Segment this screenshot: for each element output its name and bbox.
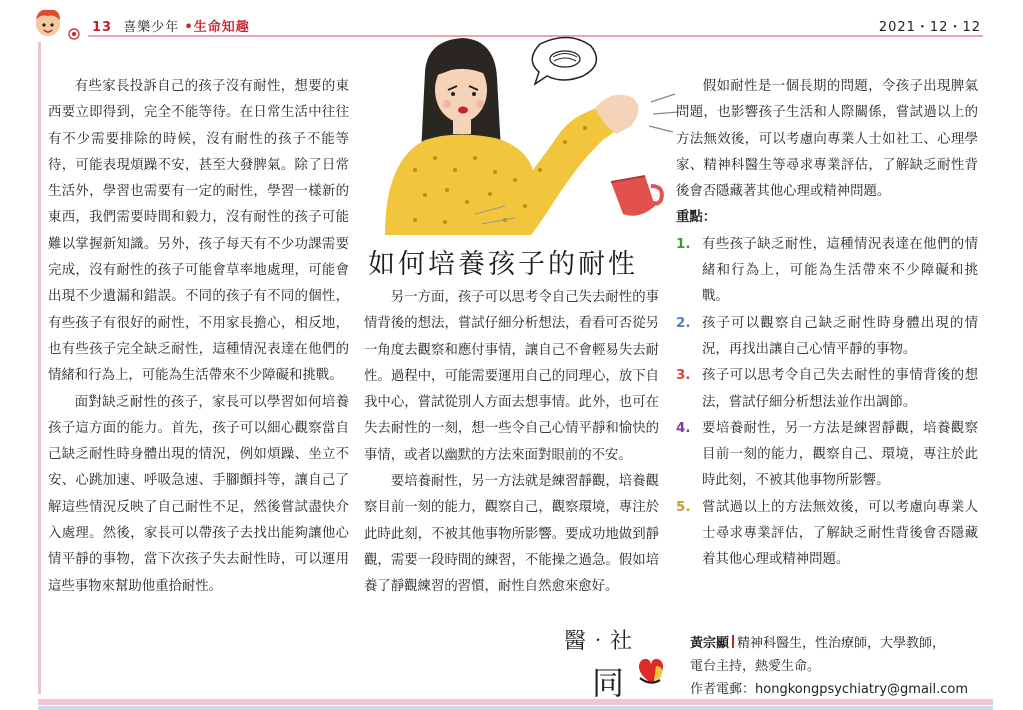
article-title: 如何培養孩子的耐性 bbox=[368, 249, 638, 280]
key-point-number: 5. bbox=[676, 499, 691, 515]
heart-icon bbox=[636, 656, 666, 686]
author-email-link[interactable]: hongkongpsychiatry@gmail.com bbox=[755, 682, 969, 697]
article-column-2 bbox=[364, 285, 659, 601]
logo-word-1: 醫‧社 bbox=[564, 629, 634, 654]
logo-word-2: 同 bbox=[592, 664, 625, 702]
key-point-text: 孩子可以思考令自己失去耐性的事情背後的想法，嘗試仔細分析想法並作出調節。 bbox=[702, 368, 978, 410]
paragraph: 面對缺乏耐性的孩子，家長可以學習如何培養孩子這方面的能力。首先，孩子可以細心觀察當自己缺乏耐性時身體出現的情況，例如煩躁、坐立不安、心跳加速、呼吸急速、手腳顫抖等，讓自己了解這些情況反映了自己耐性不足，然後嘗試盡快介入處理。然後，家長可以帶孩子去找出能夠讓他心情平靜的事物，當下次孩子失去耐性時，可以運用這些事物來幫助他重拾耐性。 bbox=[48, 394, 349, 594]
author-bio-2: 電台主持，熱愛生命。 bbox=[690, 659, 821, 674]
article-column-3 bbox=[676, 74, 978, 574]
key-point bbox=[676, 232, 978, 311]
author-name: 黃宗顯 bbox=[690, 636, 730, 651]
key-point-text: 孩子可以觀察自己缺乏耐性時身體出現的情況，再找出讓自己心情平靜的事物。 bbox=[702, 315, 978, 357]
key-point-number: 1. bbox=[676, 236, 691, 252]
publication-name: 喜樂少年 bbox=[123, 20, 180, 35]
key-point bbox=[676, 416, 978, 495]
article-column-1 bbox=[48, 74, 349, 600]
column-logo bbox=[554, 622, 669, 702]
issue-date: 2021・12・12 bbox=[878, 20, 981, 35]
paragraph: 另一方面，孩子可以思考令自己失去耐性的事情背後的想法，嘗試仔細分析想法，看看可否從另一角度去觀察和應付事情，讓自己不會輕易失去耐性。過程中，可能需要運用自己的同理心，放下自我中心，嘗試從別人方面去想事情。此外，也可在失去耐性的一刻，想一些令自己心情平靜和愉快的事情，或者以幽默的方法來面對眼前的不安。 bbox=[364, 290, 659, 463]
key-point-number: 3. bbox=[676, 368, 691, 384]
email-label: 作者電郵： bbox=[690, 682, 756, 697]
key-point-number: 2. bbox=[676, 315, 691, 331]
thrown-cup bbox=[611, 176, 662, 216]
paragraph: 假如耐性是一個長期的問題，令孩子出現脾氣問題，也影響孩子生活和人際關係，嘗試過以上的方法無效後，可以考慮向專業人士如社工、心理學家、精神科醫生等尋求專業評估，了解缺乏耐性背後會否隱藏著其他心理或精神問題。 bbox=[676, 79, 978, 200]
key-point bbox=[676, 363, 978, 416]
key-point-text: 有些孩子缺乏耐性，這種情況表達在他們的情緒和行為上，可能為生活帶來不少障礙和挑戰。 bbox=[702, 236, 978, 305]
page-number: 13 bbox=[92, 20, 113, 35]
author-divider bbox=[732, 635, 734, 648]
key-point-number: 4. bbox=[676, 420, 691, 436]
author-info bbox=[690, 632, 990, 701]
mascot-icon bbox=[30, 8, 86, 42]
key-points-heading: 重點： bbox=[676, 210, 717, 226]
footer-band-blue bbox=[38, 706, 993, 710]
key-points-list bbox=[676, 232, 978, 574]
key-point bbox=[676, 495, 978, 574]
speech-bubble-icon bbox=[532, 37, 596, 84]
girl-throwing-cup-illustration bbox=[355, 30, 685, 235]
key-point-text: 要培養耐性，另一方法是練習靜觀，培養觀察目前一刻的能力，觀察自己、環境，專注於此時此刻，不被其他事物所影響。 bbox=[702, 420, 978, 489]
author-bio: 精神科醫生，性治療師，大學教師， bbox=[737, 636, 946, 651]
section-name: •生命知趣 bbox=[184, 20, 250, 35]
key-point bbox=[676, 311, 978, 364]
key-point-text: 嘗試過以上的方法無效後，可以考慮向專業人士尋求專業評估，了解缺乏耐性背後會否隱藏着其他心理或精神問題。 bbox=[702, 499, 978, 568]
paragraph: 有些家長投訴自己的孩子沒有耐性，想要的東西要立即得到，完全不能等待。在日常生活中往往有不少需要排除的時候，沒有耐性的孩子不能等待，可能表現煩躁不安，甚至大發脾氣。除了日常生活外，學習也需要有一定的耐性，學習一樣新的東西，我們需要時間和毅力，沒有耐性的孩子可能難以掌握新知識。另外，孩子每天有不少功課需要完成，沒有耐性的孩子可能會草率地處理，可能會出現不少遺漏和錯誤。不同的孩子有不同的個性，有些孩子有很好的耐性，不用家長擔心，相反地，也有些孩子完全缺乏耐性，這種情況表達在他們的情緒和行為上，可能為生活帶來不少障礙和挑戰。 bbox=[48, 79, 349, 384]
paragraph: 要培養耐性，另一方法就是練習靜觀，培養觀察目前一刻的能力，觀察自己，觀察環境，專注於此時此刻，不被其他事物所影響。要成功地做到靜觀，需要一段時間的練習，不能操之過急。假如培養了靜觀練習的習慣，耐性自然愈來愈好。 bbox=[364, 474, 659, 595]
